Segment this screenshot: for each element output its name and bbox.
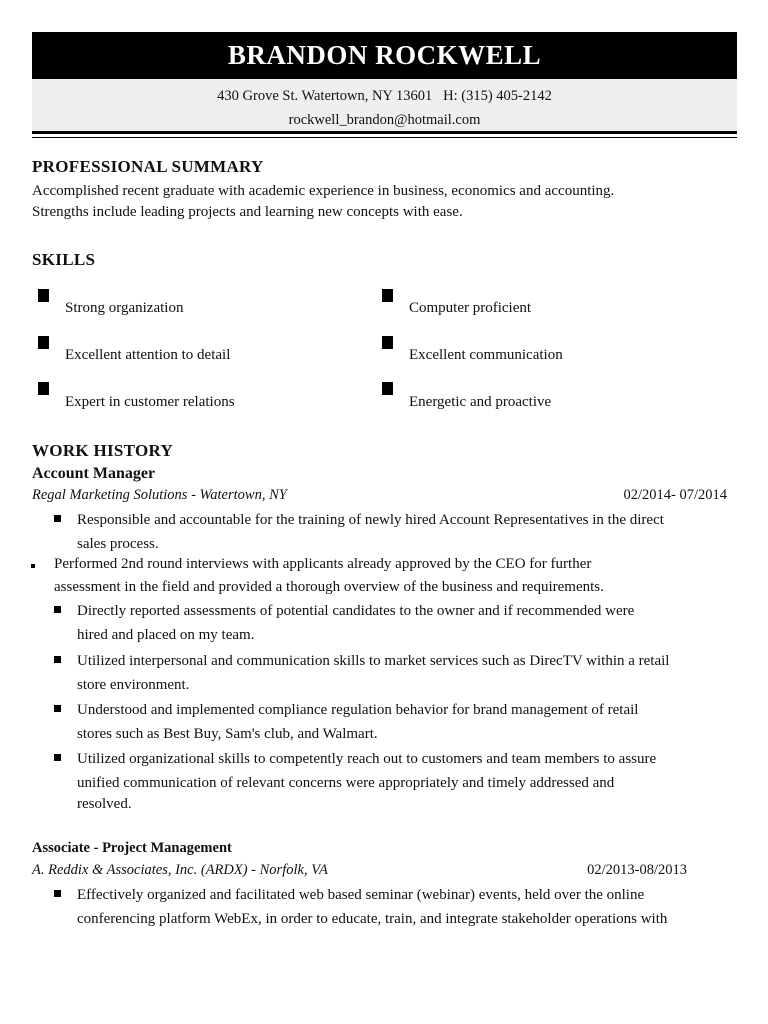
summary-line: Strengths include leading projects and learning new concepts with ease. xyxy=(32,204,463,220)
job-bullet-line: Directly reported assessments of potential candidates to the owner and if recommended were xyxy=(77,603,635,619)
job-title: Associate - Project Management xyxy=(32,840,232,856)
bullet-icon xyxy=(54,656,61,663)
job-bullet-line: Effectively organized and facilitated web based seminar (webinar) events, held over the online xyxy=(77,887,645,903)
skill-item: Computer proficient xyxy=(409,300,532,316)
job-company: Regal Marketing Solutions - Watertown, NY xyxy=(32,487,287,503)
bullet-icon xyxy=(54,705,61,712)
job-bullet-line: resolved. xyxy=(77,796,132,812)
work-history-heading: WORK HISTORY xyxy=(32,441,174,460)
bullet-icon xyxy=(54,515,61,522)
job-dates: 02/2013-08/2013 xyxy=(587,862,687,878)
skill-item: Excellent communication xyxy=(409,347,563,363)
job-bullet-line: conferencing platform WebEx, in order to educate, train, and integrate stakeholder operations with xyxy=(77,911,668,927)
job-bullet-line: store environment. xyxy=(77,677,190,693)
skill-bullet-icon xyxy=(38,289,49,302)
job-bullet-line: Understood and implemented compliance regulation behavior for brand management of retail xyxy=(77,702,639,718)
summary-line: Accomplished recent graduate with academic experience in business, economics and accounting. xyxy=(32,183,615,199)
job-bullet-line: Responsible and accountable for the training of newly hired Account Representatives in the direct xyxy=(77,512,664,528)
bullet-icon xyxy=(54,754,61,761)
summary-heading: PROFESSIONAL SUMMARY xyxy=(32,157,264,176)
skill-item: Expert in customer relations xyxy=(65,394,235,410)
skill-bullet-icon xyxy=(382,289,393,302)
job-title: Account Manager xyxy=(32,465,156,482)
job-dates: 02/2014- 07/2014 xyxy=(623,487,727,503)
email-address: rockwell_brandon@hotmail.com xyxy=(288,112,481,128)
job-bullet-line: Utilized interpersonal and communication skills to market services such as DirecTV within a retail xyxy=(77,653,670,669)
address-phone: 430 Grove St. Watertown, NY 13601 H: (315) 405-2142 xyxy=(217,88,552,104)
skill-item: Strong organization xyxy=(65,300,184,316)
skill-bullet-icon xyxy=(382,336,393,349)
skills-heading: SKILLS xyxy=(32,250,96,269)
job-bullet-line: stores such as Best Buy, Sam's club, and Walmart. xyxy=(77,726,378,742)
bullet-icon xyxy=(54,890,61,897)
bullet-icon xyxy=(31,564,35,568)
job-bullet-line: Performed 2nd round interviews with applicants already approved by the CEO for further xyxy=(54,556,592,572)
job-bullet-line: unified communication of relevant concerns were appropriately and timely addressed and xyxy=(77,775,615,791)
bullet-icon xyxy=(54,606,61,613)
job-bullet-line: assessment in the field and provided a thorough overview of the business and requirements. xyxy=(54,579,604,595)
job-bullet-line: Utilized organizational skills to competently reach out to customers and team members to assure xyxy=(77,751,657,767)
header-divider-thin xyxy=(32,137,737,138)
skill-bullet-icon xyxy=(382,382,393,395)
skill-item: Excellent attention to detail xyxy=(65,347,231,363)
job-bullet-line: sales process. xyxy=(77,536,159,552)
job-bullet-line: hired and placed on my team. xyxy=(77,627,255,643)
skill-item: Energetic and proactive xyxy=(409,394,552,410)
candidate-name: BRANDON ROCKWELL xyxy=(32,32,737,79)
skill-bullet-icon xyxy=(38,336,49,349)
contact-info xyxy=(32,79,737,131)
header-divider-thick xyxy=(32,131,737,134)
job-company: A. Reddix & Associates, Inc. (ARDX) - Norfolk, VA xyxy=(32,862,328,878)
skill-bullet-icon xyxy=(38,382,49,395)
